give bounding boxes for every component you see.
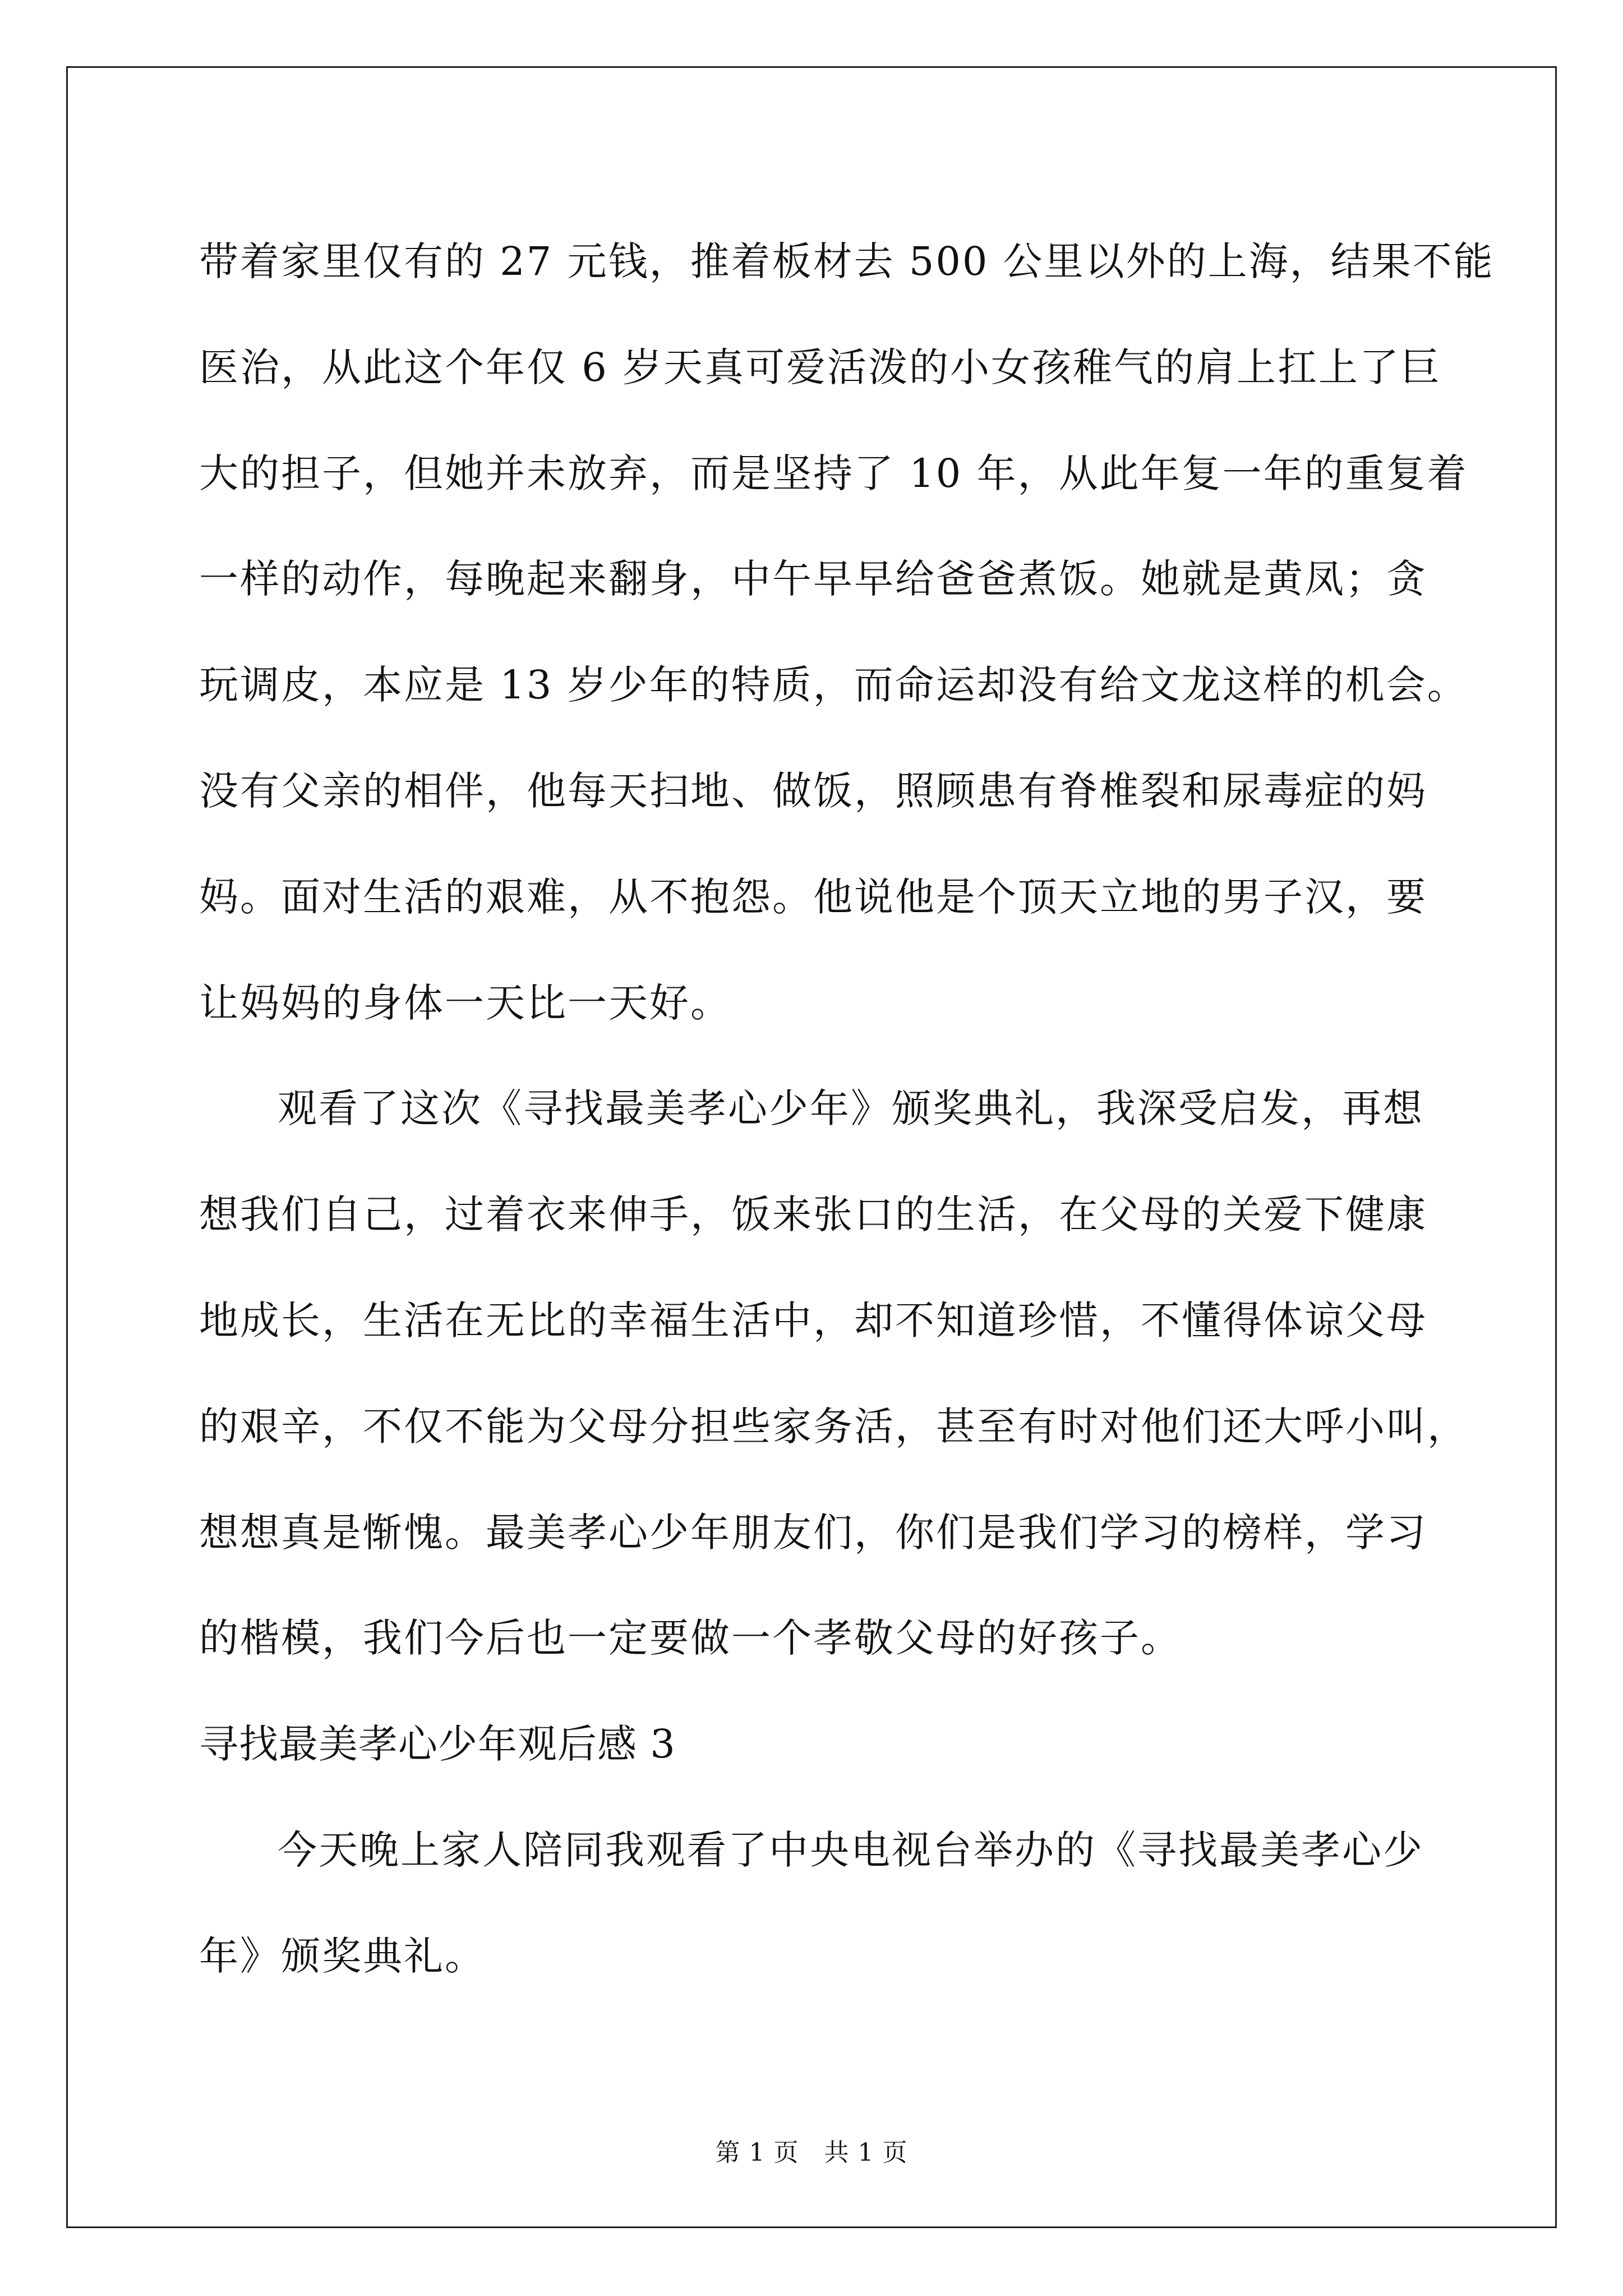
- text-line: 让妈妈的身体一天比一天好。: [199, 979, 731, 1026]
- text-line: 妈。面对生活的艰难，从不抱怨。他说他是个顶天立地的男子汉，要: [199, 873, 1427, 920]
- paragraph-start-line: 今天晚上家人陪同我观看了中央电视台举办的《寻找最美孝心少: [278, 1826, 1424, 1873]
- text-line: 的楷模，我们今后也一定要做一个孝敬父母的好孩子。: [199, 1615, 1182, 1662]
- text-line: 玩调皮，本应是 13 岁少年的特质，而命运却没有给文龙这样的机会。: [199, 662, 1468, 708]
- page-footer: 第 1 页 共 1 页: [715, 2138, 908, 2167]
- text-line: 想想真是惭愧。最美孝心少年朋友们，你们是我们学习的榜样，学习: [199, 1509, 1427, 1556]
- text-line: 想我们自己，过着衣来伸手，饭来张口的生活，在父母的关爱下健康: [199, 1191, 1427, 1238]
- text-line: 带着家里仅有的 27 元钱，推着板材去 500 公里以外的上海，结果不能: [199, 238, 1495, 284]
- text-line: 地成长，生活在无比的幸福生活中，却不知道珍惜，不懂得体谅父母: [199, 1297, 1427, 1343]
- text-line: 一样的动作，每晚起来翻身，中午早早给爸爸煮饭。她就是黄凤；贪: [199, 556, 1427, 602]
- text-line: 的艰辛，不仅不能为父母分担些家务活，甚至有时对他们还大呼小叫，: [199, 1403, 1468, 1450]
- text-line: 年》颁奖典礼。: [199, 1932, 486, 1979]
- paragraph-start-line: 观看了这次《寻找最美孝心少年》颁奖典礼，我深受启发，再想: [278, 1085, 1424, 1132]
- text-line: 大的担子，但她并未放弃，而是坚持了 10 年，从此年复一年的重复着: [199, 450, 1468, 496]
- document-body: [199, 209, 1495, 2009]
- text-line: 没有父亲的相伴，他每天扫地、做饭，照顾患有脊椎裂和尿毒症的妈: [199, 767, 1427, 814]
- section-heading: 寻找最美孝心少年观后感 3: [199, 1721, 676, 1768]
- text-line: 医治，从此这个年仅 6 岁天真可爱活泼的小女孩稚气的肩上扛上了巨: [199, 344, 1442, 390]
